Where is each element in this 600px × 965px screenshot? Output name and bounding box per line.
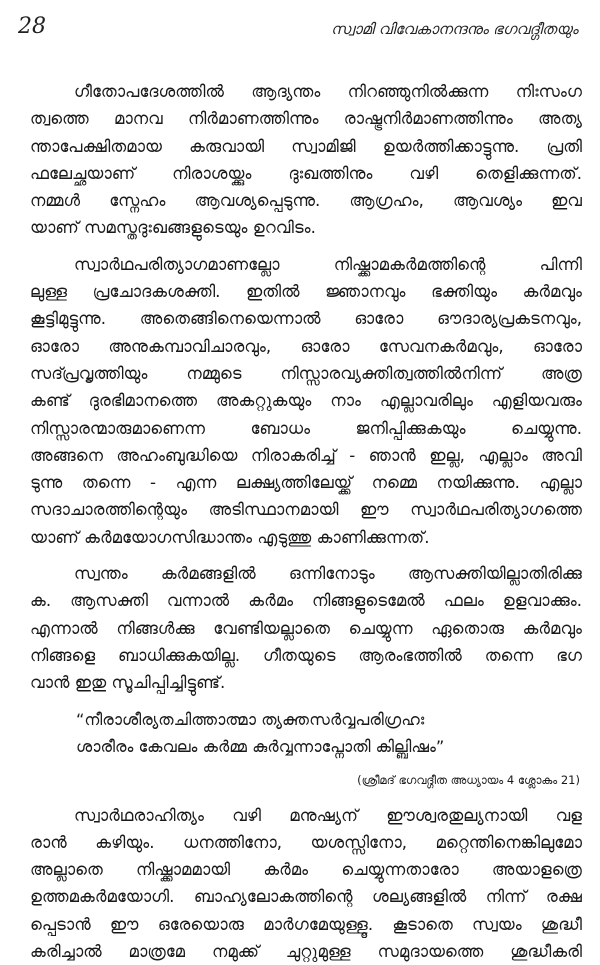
text-line: സ്വാർഥപരിത്യാഗമാണല്ലോ നിഷ്ക്കാമകർമത്തിന്റെ പിന്നി — [74, 254, 582, 274]
text-line: ഫലേച്ഛയാണ് നിരാശയ്ക്കും ദുഃഖത്തിനും വഴി തെളിക്കുന്നത്. — [30, 163, 582, 183]
verse-citation: (ശ്രീമദ് ഭഗവദ്ഗീത അധ്യായം 4 ശ്ലോകം 21) — [357, 772, 580, 787]
verse-line: ശാരീരം കേവലം കർമ്മ കുർവ്വന്നാപ്നോതി കില്ബിഷം” — [76, 736, 445, 756]
paragraph — [30, 251, 582, 551]
text-line: നിങ്ങളെ ബാധിക്കുകയില്ല. ഗീതയുടെ ആരംഭത്തിൽ തന്നെ ഭഗ — [30, 645, 582, 665]
text-line: അല്ലാതെ നിഷ്ക്കാമമായി കർമം ചെയ്യുന്നതാരോ അയാളത്രെ — [30, 860, 582, 880]
text-line: ക. ആസക്തി വന്നാൽ കർമം നിങ്ങളുടെമേൽ ഫലം ഉളവാക്കും. — [30, 591, 582, 611]
text-line: യാണ് കർമയോഗസിദ്ധാന്തം എടുത്തു കാണിക്കുന്നത്. — [30, 527, 430, 547]
page-body — [30, 78, 582, 965]
text-line: ന്താപേക്ഷിതമായ കരുവായി സ്വാമിജി ഉയർത്തിക്കാട്ടുന്നു. പ്രതി — [30, 136, 582, 156]
text-line: ഓരോ അനുകമ്പാവിചാരവും, ഓരോ സേവനകർമവും, ഓരോ — [30, 336, 582, 356]
page-number: 28 — [18, 14, 46, 39]
text-line: ഉത്തമകർമയോഗി. ബാഹ്യലോകത്തിന്റെ ശല്യങ്ങളിൽ നിന്ന് രക്ഷ — [30, 887, 582, 907]
paragraph — [30, 560, 582, 696]
verse-quote — [30, 706, 582, 760]
paragraph — [30, 802, 582, 965]
text-line: ടുന്നു തന്നെ - എന്ന ലക്ഷ്യത്തിലേയ്ക്ക് നമ്മെ നയിക്കുന്നു. എല്ലാ — [30, 473, 582, 493]
text-line: നിസ്സാരന്മാരുമാണെന്ന ബോധം ജനിപ്പിക്കുകയും ചെയ്യുന്നു. — [30, 418, 582, 438]
text-line: രാൻ കഴിയും. ധനത്തിനോ, യശസ്സിനോ, മറ്റെന്തിനെങ്കിലുമോ — [30, 832, 582, 852]
text-line: ഗീതോപദേശത്തിൽ ആദ്യന്തം നിറഞ്ഞുനിൽക്കുന്ന നിഃസംഗ — [74, 82, 582, 101]
text-line: നമ്മൾ സ്നേഹം ആവശ്യപ്പെടുന്നു. ആഗ്രഹം, ആവശ്യം ഇവ — [30, 191, 582, 211]
verse-line: “നീരാശീര്യതചിത്താത്മാ ത്യക്തസർവ്വപരിഗ്രഹഃ — [76, 709, 425, 729]
text-line: സദാചാരത്തിന്റെയും അടിസ്ഥാനമായി ഈ സ്വാർഥപരിത്യാഗത്തെ — [30, 500, 582, 520]
paragraph — [30, 78, 582, 242]
text-line: എന്നാൽ നിങ്ങൾക്കു വേണ്ടിയല്ലാതെ ചെയ്യുന്ന ഏതൊരു കർമവും — [30, 618, 582, 638]
text-line: ത്വത്തെ മാനവ നിർമാണത്തിന്നും രാഷ്ട്രനിർമാണത്തിന്നും അത്യ — [30, 109, 582, 129]
page-header — [0, 0, 600, 60]
text-line: കൂട്ടിമുട്ടുന്നു. അതെങ്ങിനെയെന്നാൽ ഓരോ ഔദാര്യപ്രകടനവും, — [30, 309, 582, 329]
text-line: അങ്ങനെ അഹംബുദ്ധിയെ നിരാകരിച്ച് - ഞാൻ ഇല്ല, എല്ലാം അവി — [30, 445, 582, 465]
text-line: സ്വന്തം കർമങ്ങളിൽ ഒന്നിനോടും ആസക്തിയില്ലാതിരിക്കു — [74, 564, 582, 584]
text-line: കരിച്ചാൽ മാത്രമേ നമുക്ക് ചുറ്റുമുള്ള സമുദായത്തെ ശുദ്ധീകരി — [30, 942, 582, 962]
text-line: പ്പെടാൻ ഈ ഒരേയൊരു മാർഗമേയുള്ളൂ. കൂടാതെ സ്വയം ശുദ്ധീ — [30, 914, 582, 934]
running-title: സ്വാമി വിവേകാനന്ദനും ഭഗവദ്ഗീതയും — [330, 20, 578, 38]
text-line: വാൻ ഇതു സൂചിപ്പിച്ചിട്ടുണ്ട്. — [30, 673, 226, 693]
text-line: കണ്ട് ദുരഭിമാനത്തെ അകറ്റുകയും നാം എല്ലാവരിലും എളിയവരും — [30, 391, 582, 411]
text-line: സ്വാർഥരാഹിത്യം വഴി മനുഷ്യന് ഈശ്വരതുല്യനായി വള — [74, 805, 582, 825]
text-line: ലുള്ള പ്രചോദകശക്തി. ഇതിൽ ജ്ഞാനവും ഭക്തിയും കർമവും — [30, 282, 582, 302]
text-line: യാണ് സമസ്തദുഃഖങ്ങളുടെയും ഉറവിടം. — [30, 218, 316, 238]
text-line: സദ്പ്രവൃത്തിയും നമ്മുടെ നിസ്സാരവ്യക്തിത്വത്തിൽനിന്ന് അത്ര — [30, 363, 582, 383]
